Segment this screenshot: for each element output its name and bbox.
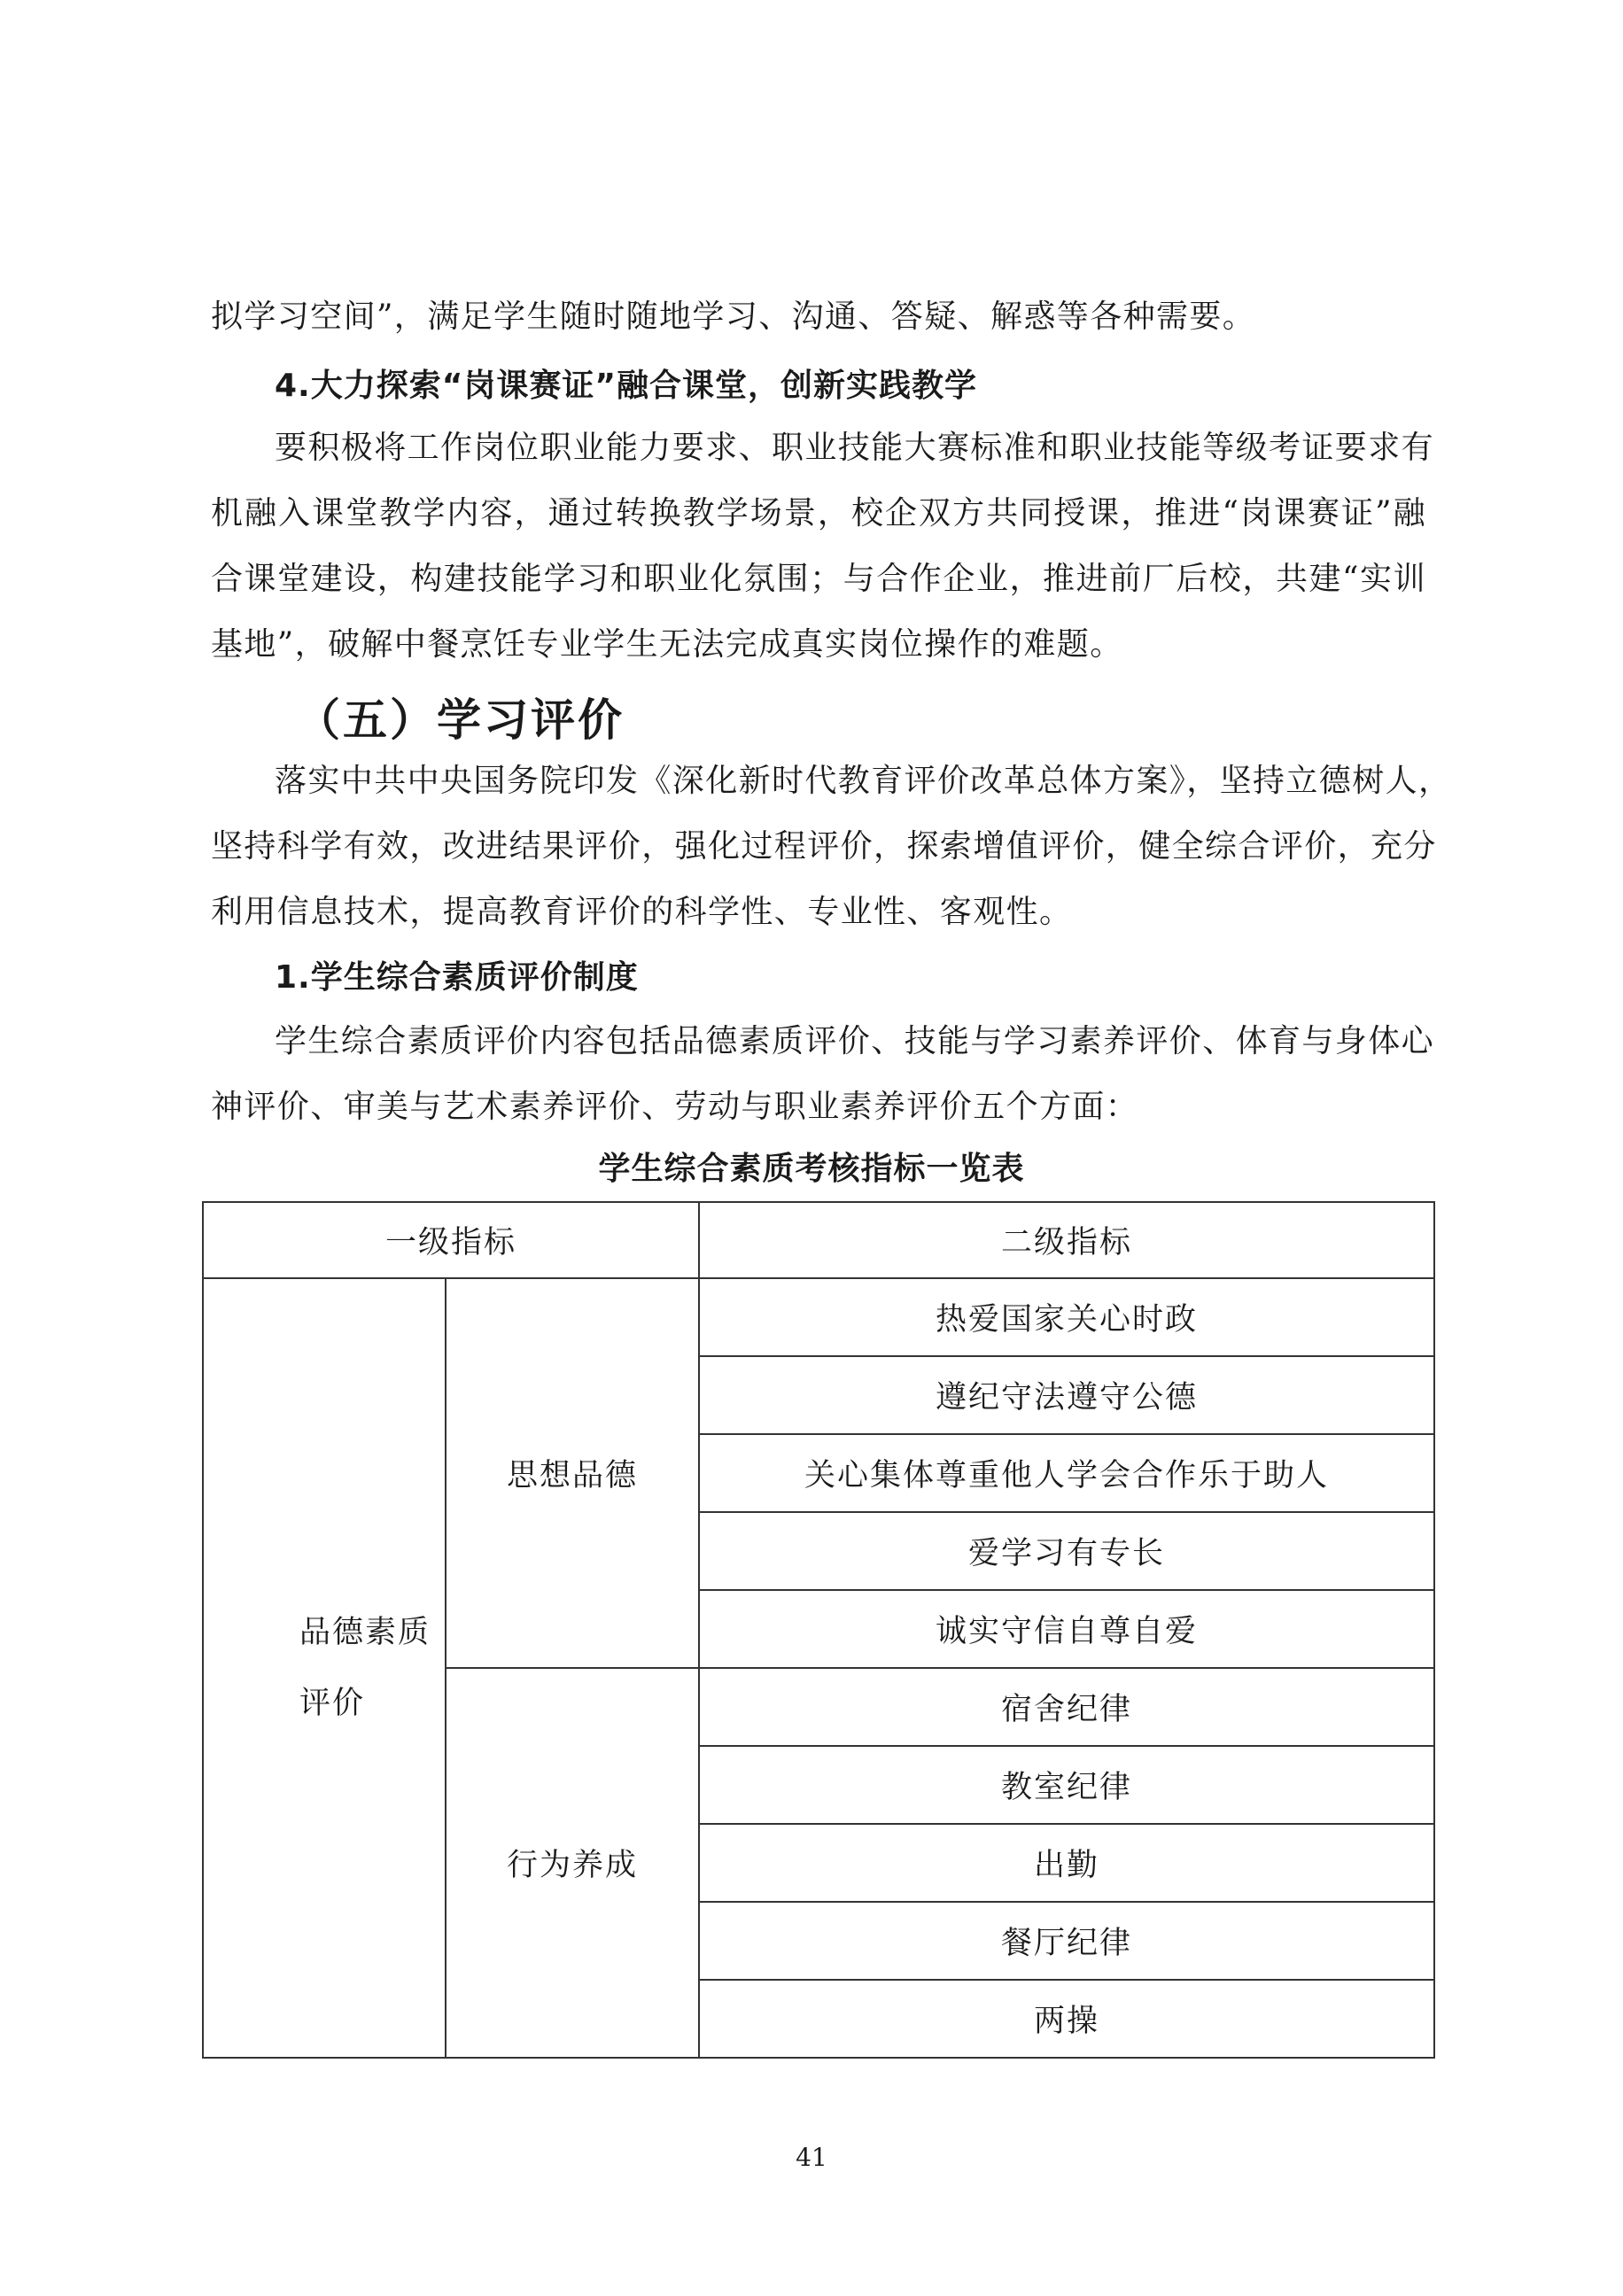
level2-item: 宿舍纪律 — [699, 1668, 1434, 1746]
level2-item: 出勤 — [699, 1824, 1434, 1902]
page-number: 41 — [796, 2143, 827, 2172]
level2-item: 诚实守信自尊自爱 — [699, 1590, 1434, 1668]
level2-item: 教室纪律 — [699, 1746, 1434, 1824]
level1-line: 品德素质 — [299, 1615, 431, 1650]
level2-item: 遵纪守法遵守公德 — [699, 1356, 1434, 1434]
paragraph-line: 基地”，破解中餐烹饪专业学生无法完成真实岗位操作的难题。 — [211, 626, 1123, 663]
group-name: 行为养成 — [446, 1668, 699, 2058]
level1-indicator — [203, 1278, 446, 2058]
paragraph-line: 机融入课堂教学内容，通过转换教学场景，校企双方共同授课，推进“岗课赛证”融 — [211, 495, 1426, 531]
table-header-row — [203, 1202, 1434, 1278]
level2-item: 餐厅纪律 — [699, 1902, 1434, 1980]
indicator-table — [202, 1201, 1435, 2059]
subheading-1: 1.学生综合素质评价制度 — [275, 959, 639, 996]
paragraph-line: 利用信息技术，提高教育评价的科学性、专业性、客观性。 — [211, 894, 1073, 930]
level2-item: 两操 — [699, 1980, 1434, 2058]
table-caption: 学生综合素质考核指标一览表 — [598, 1151, 1025, 1187]
level2-item: 爱学习有专长 — [699, 1512, 1434, 1590]
subheading-4: 4.大力探索“岗课赛证”融合课堂，创新实践教学 — [275, 368, 978, 404]
table-row — [203, 1278, 1434, 1356]
section-heading: （五）学习评价 — [296, 694, 625, 746]
paragraph-line: 神评价、审美与艺术素养评价、劳动与职业素养评价五个方面： — [211, 1089, 1139, 1125]
level2-item: 关心集体尊重他人学会合作乐于助人 — [699, 1434, 1434, 1512]
header-level1: 一级指标 — [203, 1202, 699, 1278]
header-level2: 二级指标 — [699, 1202, 1434, 1278]
paragraph-line: 拟学习空间”，满足学生随时随地学习、沟通、答疑、解惑等各种需要。 — [211, 299, 1256, 335]
level1-line: 评价 — [299, 1686, 366, 1721]
paragraph-line: 要积极将工作岗位职业能力要求、职业技能大赛标准和职业技能等级考证要求有 — [275, 430, 1435, 466]
group-name: 思想品德 — [446, 1278, 699, 1668]
paragraph-line: 学生综合素质评价内容包括品德素质评价、技能与学习素养评价、体育与身体心 — [275, 1023, 1435, 1059]
paragraph-line: 坚持科学有效，改进结果评价，强化过程评价，探索增值评价，健全综合评价，充分 — [211, 828, 1437, 865]
paragraph-line: 落实中共中央国务院印发《深化新时代教育评价改革总体方案》，坚持立德树人， — [275, 763, 1452, 799]
paragraph-line: 合课堂建设，构建技能学习和职业化氛围；与合作企业，推进前厂后校，共建“实训 — [211, 561, 1426, 597]
level2-item: 热爱国家关心时政 — [699, 1278, 1434, 1356]
